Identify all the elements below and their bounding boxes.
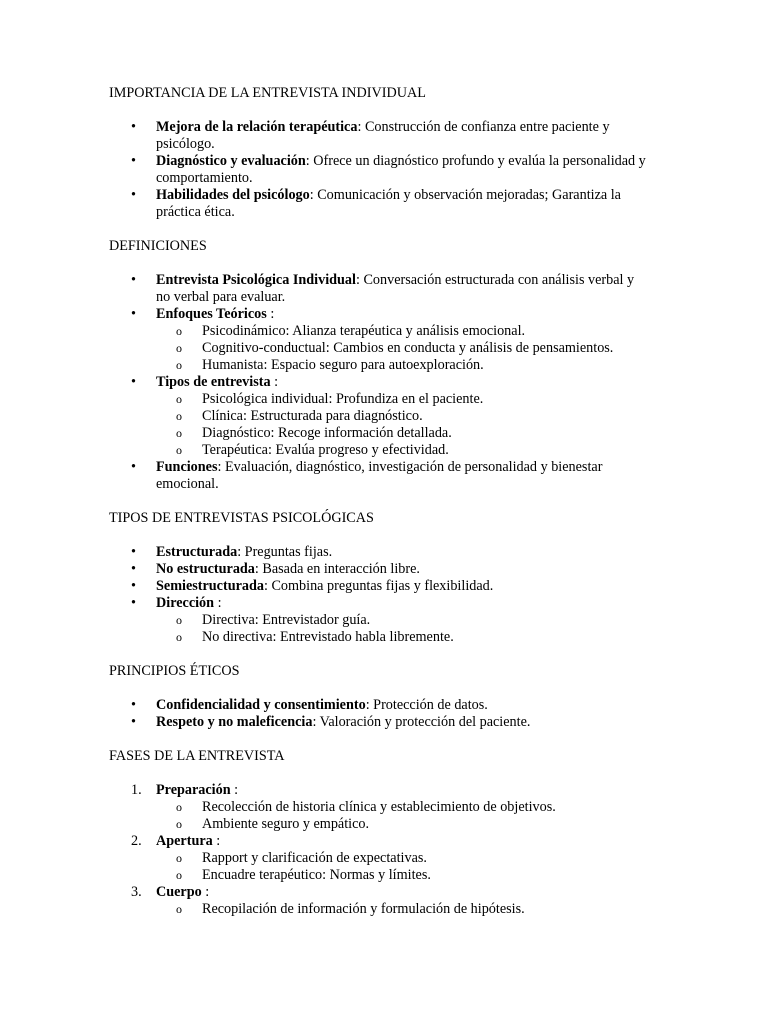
sub-item-text: Recopilación de información y formulación de hipótesis.	[202, 901, 525, 917]
bullet-marker: •	[131, 119, 136, 135]
item-description: : Construcción de confianza entre paciente y psicólogo.	[156, 119, 610, 152]
item-description: :	[214, 595, 222, 611]
bullet-marker: •	[131, 697, 136, 713]
item-description: : Basada en interacción libre.	[254, 561, 420, 577]
item-number: 1.	[131, 782, 142, 798]
bullet-marker: •	[131, 561, 136, 577]
sub-bullet-marker: o	[176, 443, 182, 457]
item-number: 2.	[131, 833, 142, 849]
sub-list-item	[156, 629, 651, 646]
item-description: : Evaluación, diagnóstico, investigación de personalidad y bienestar emocional.	[156, 459, 603, 492]
sub-item-text: Psicológica individual: Profundiza en el paciente.	[202, 391, 484, 407]
bullet-marker: •	[131, 374, 136, 390]
sub-item-text: Encuadre terapéutico: Normas y límites.	[202, 867, 431, 883]
list-item	[109, 782, 651, 833]
sub-item-text: Rapport y clarificación de expectativas.	[202, 850, 427, 866]
sub-item-text: No directiva: Entrevistado habla libremente.	[202, 629, 454, 645]
sub-list	[156, 850, 651, 884]
item-term: Funciones	[156, 459, 218, 475]
sub-bullet-marker: o	[176, 426, 182, 440]
sub-list-item	[156, 442, 651, 459]
item-description: : Preguntas fijas.	[237, 544, 333, 560]
item-term: Habilidades del psicólogo	[156, 187, 310, 203]
item-term: Enfoques Teóricos	[156, 306, 267, 322]
sub-bullet-marker: o	[176, 630, 182, 644]
sub-item-text: Clínica: Estructurada para diagnóstico.	[202, 408, 423, 424]
sub-item-text: Recolección de historia clínica y establecimiento de objetivos.	[202, 799, 556, 815]
sub-list	[156, 391, 651, 459]
sub-list-item	[156, 408, 651, 425]
sub-list-item	[156, 391, 651, 408]
sub-list-item	[156, 612, 651, 629]
list-item	[109, 459, 651, 493]
item-term: No estructurada	[156, 561, 255, 577]
list-item	[109, 578, 651, 595]
sub-bullet-marker: o	[176, 613, 182, 627]
bullet-list	[109, 544, 768, 646]
section-title: IMPORTANCIA DE LA ENTREVISTA INDIVIDUAL	[109, 85, 426, 101]
sub-bullet-marker: o	[176, 902, 182, 916]
bullet-list	[109, 272, 768, 493]
list-item	[109, 561, 651, 578]
item-description: : Combina preguntas fijas y flexibilidad.	[263, 578, 494, 594]
item-term: Apertura	[156, 833, 213, 849]
item-number: 3.	[131, 884, 142, 900]
sub-list-item	[156, 799, 651, 816]
sub-bullet-marker: o	[176, 358, 182, 372]
sub-item-text: Ambiente seguro y empático.	[202, 816, 370, 832]
sub-bullet-marker: o	[176, 800, 182, 814]
item-description: :	[212, 833, 221, 849]
item-description: : Ofrece un diagnóstico profundo y evalúa la personalidad y comportamiento.	[156, 153, 646, 186]
sub-bullet-marker: o	[176, 392, 182, 406]
item-term: Dirección	[156, 595, 215, 611]
item-description: : Protección de datos.	[365, 697, 488, 713]
item-term: Cuerpo	[156, 884, 202, 900]
item-description: :	[266, 306, 275, 322]
sub-list-item	[156, 816, 651, 833]
bullet-marker: •	[131, 578, 136, 594]
bullet-list	[109, 119, 768, 221]
item-description: : Conversación estructurada con análisis verbal y no verbal para evaluar.	[156, 272, 635, 305]
sub-list-item	[156, 425, 651, 442]
sub-bullet-marker: o	[176, 324, 182, 338]
item-description: : Comunicación y observación mejoradas; Garantiza la práctica ética.	[156, 187, 621, 220]
list-item	[109, 153, 651, 187]
list-item	[109, 884, 651, 918]
item-term: Respeto y no maleficencia	[156, 714, 313, 730]
item-description: :	[230, 782, 239, 798]
item-term: Diagnóstico y evaluación	[156, 153, 306, 169]
sub-item-text: Directiva: Entrevistador guía.	[202, 612, 371, 628]
list-item	[109, 187, 651, 221]
sub-list	[156, 799, 651, 833]
bullet-marker: •	[131, 595, 136, 611]
sub-list-item	[156, 357, 651, 374]
section-title: FASES DE LA ENTREVISTA	[109, 748, 285, 764]
list-item	[109, 714, 651, 731]
sub-list-item	[156, 323, 651, 340]
sub-list	[156, 323, 651, 374]
section-title: TIPOS DE ENTREVISTAS PSICOLÓGICAS	[109, 510, 374, 526]
sub-list	[156, 901, 651, 918]
list-item	[109, 544, 651, 561]
sub-bullet-marker: o	[176, 817, 182, 831]
bullet-list	[109, 697, 768, 731]
section-title: DEFINICIONES	[109, 238, 207, 254]
sub-list-item	[156, 867, 651, 884]
list-item	[109, 374, 651, 459]
sub-list-item	[156, 901, 651, 918]
sub-item-text: Cognitivo-conductual: Cambios en conducta y análisis de pensamientos.	[202, 340, 614, 356]
bullet-marker: •	[131, 459, 136, 475]
section-title: PRINCIPIOS ÉTICOS	[109, 663, 240, 679]
bullet-marker: •	[131, 187, 136, 203]
bullet-marker: •	[131, 714, 136, 730]
item-description: :	[270, 374, 279, 390]
sub-list-item	[156, 340, 651, 357]
sub-list-item	[156, 850, 651, 867]
sub-item-text: Diagnóstico: Recoge información detallada.	[202, 425, 452, 441]
item-term: Mejora de la relación terapéutica	[156, 119, 358, 135]
sub-bullet-marker: o	[176, 409, 182, 423]
item-term: Semiestructurada	[156, 578, 264, 594]
bullet-marker: •	[131, 272, 136, 288]
list-item	[109, 119, 651, 153]
bullet-marker: •	[131, 306, 136, 322]
numbered-list	[109, 782, 768, 918]
item-description: :	[201, 884, 210, 900]
sub-item-text: Psicodinámico: Alianza terapéutica y análisis emocional.	[202, 323, 526, 339]
sub-list	[156, 612, 651, 646]
bullet-marker: •	[131, 153, 136, 169]
sub-bullet-marker: o	[176, 868, 182, 882]
sub-item-text: Humanista: Espacio seguro para autoexploración.	[202, 357, 484, 373]
list-item	[109, 697, 651, 714]
item-term: Tipos de entrevista	[156, 374, 271, 390]
list-item	[109, 272, 651, 306]
item-term: Confidencialidad y consentimiento	[156, 697, 366, 713]
bullet-marker: •	[131, 544, 136, 560]
sub-bullet-marker: o	[176, 851, 182, 865]
item-description: : Valoración y protección del paciente.	[312, 714, 531, 730]
list-item	[109, 595, 651, 646]
list-item	[109, 306, 651, 374]
list-item	[109, 833, 651, 884]
item-term: Entrevista Psicológica Individual	[156, 272, 356, 288]
sub-item-text: Terapéutica: Evalúa progreso y efectividad.	[202, 442, 449, 458]
item-term: Estructurada	[156, 544, 238, 560]
sub-bullet-marker: o	[176, 341, 182, 355]
item-term: Preparación	[156, 782, 231, 798]
